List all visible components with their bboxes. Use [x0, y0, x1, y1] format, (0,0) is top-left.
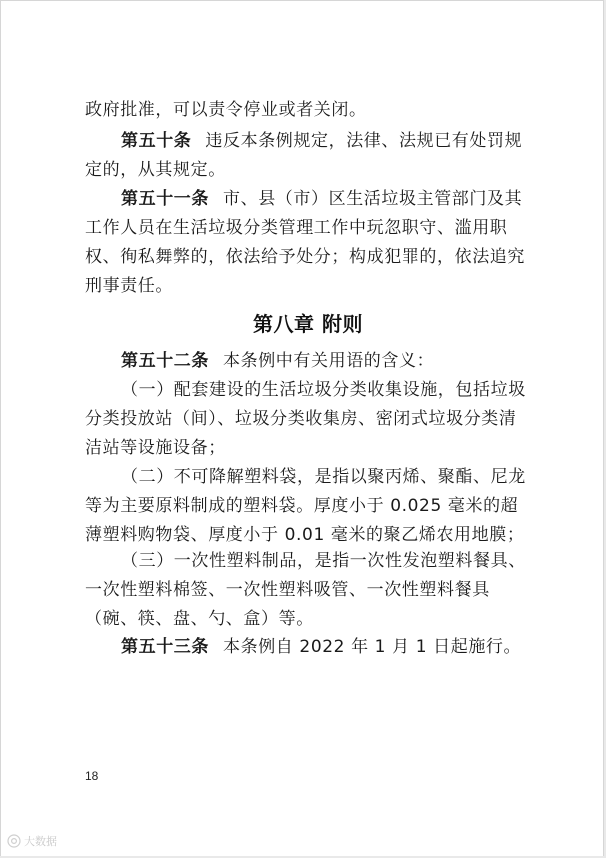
page-number: 18: [85, 769, 99, 783]
definition-text: （二）不可降解塑料袋，是指以聚丙烯、聚酯、尼龙等为主要原料制成的塑料袋。厚度小于 0.025 毫米的超薄塑料购物袋、厚度小于 0.01 毫米的聚乙烯农用地膜；: [85, 467, 526, 545]
article-heading: 第五十二条: [121, 351, 209, 371]
article-heading: 第五十条: [121, 131, 192, 151]
definition-text: （三）一次性塑料制品，是指一次性发泡塑料餐具、一次性塑料棉签、一次性塑料吸管、一次性塑料餐具（碗、筷、盘、勺、盒）等。: [85, 551, 526, 629]
watermark: [7, 833, 57, 849]
article-text: 本条例中有关用语的含义：: [223, 351, 435, 371]
article-51: [85, 185, 531, 301]
article-52: [85, 347, 531, 376]
definition-item-2: [85, 463, 531, 550]
article-50: [85, 127, 531, 185]
article-heading: 第五十三条: [121, 637, 209, 657]
watermark-text: 大数据: [24, 835, 57, 848]
definition-item-1: [85, 376, 531, 463]
article-53: [85, 633, 531, 662]
article-text: 违反本条例规定，法律、法规已有处罚规定的，从其规定。: [85, 131, 523, 180]
chapter-title: 第八章 附则: [253, 312, 363, 336]
paragraph-text: 政府批准，可以责令停业或者关闭。: [85, 100, 367, 120]
article-heading: 第五十一条: [121, 189, 209, 209]
article-text: 本条例自 2022 年 1 月 1 日起施行。: [223, 637, 522, 657]
definition-item-3: [85, 547, 531, 634]
article-text: 市、县（市）区生活垃圾主管部门及其工作人员在生活垃圾分类管理工作中玩忽职守、滥用职权、徇私舞弊的，依法给予处分；构成犯罪的，依法追究刑事责任。: [85, 189, 525, 296]
camera-logo-icon: [7, 834, 21, 848]
paragraph-continuation: [85, 96, 531, 125]
definition-text: （一）配套建设的生活垃圾分类收集设施，包括垃圾分类投放站（间）、垃圾分类收集房、密闭式垃圾分类清洁站等设施设备；: [85, 380, 526, 458]
